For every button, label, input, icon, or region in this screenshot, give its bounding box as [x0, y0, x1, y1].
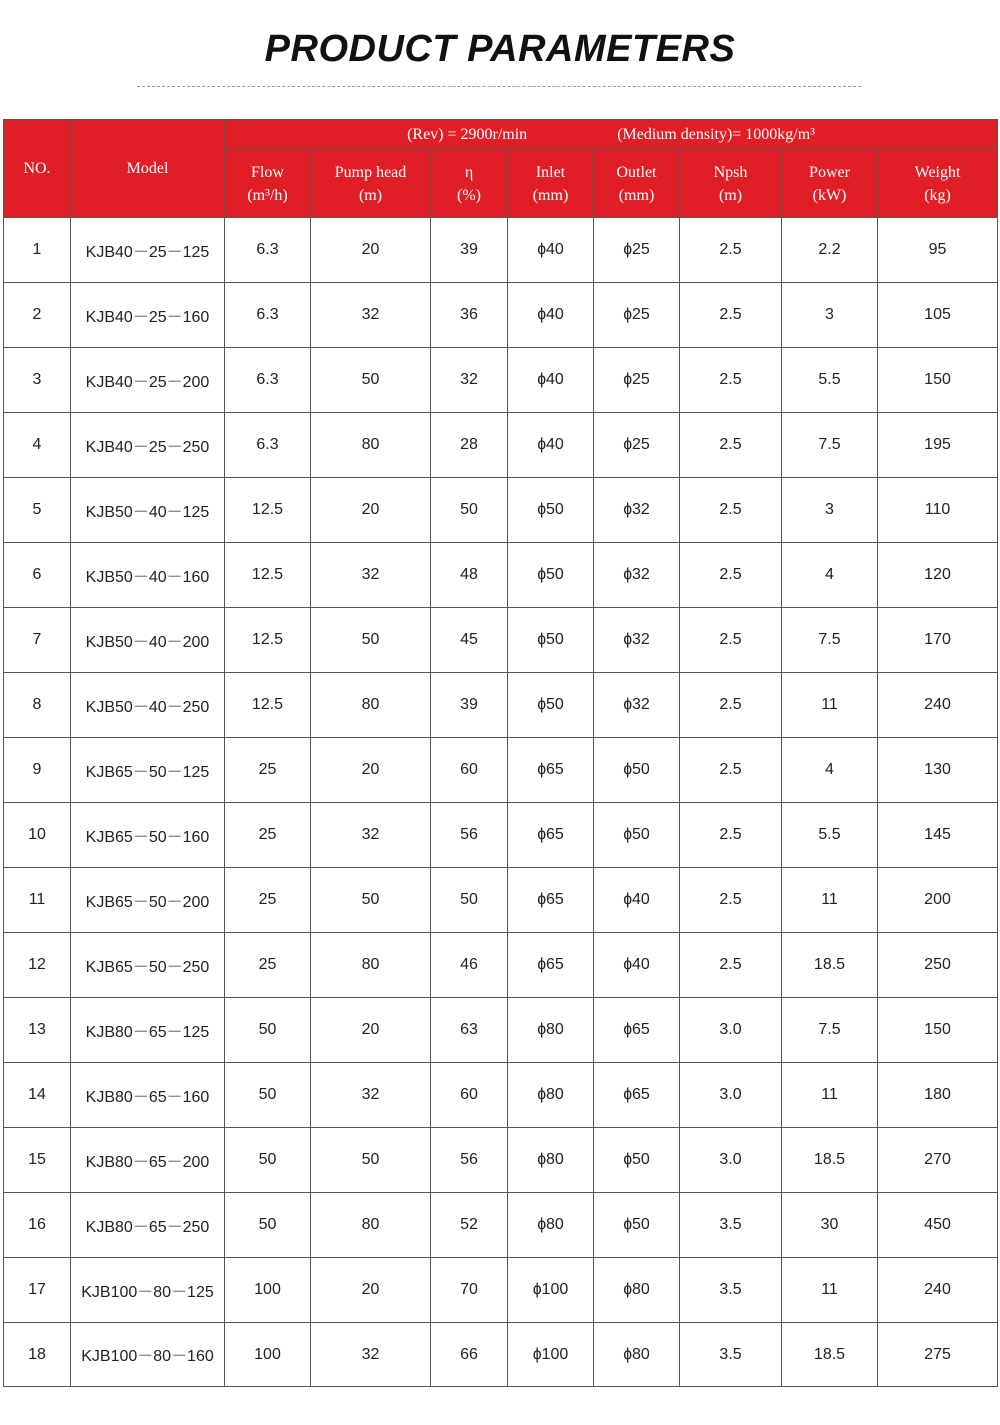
table-cell: 3	[782, 283, 878, 348]
table-cell: 12.5	[225, 673, 311, 738]
table-cell: 270	[878, 1128, 998, 1193]
title-divider	[137, 86, 861, 87]
table-cell: 2.5	[680, 868, 782, 933]
table-cell: ɸ32	[594, 543, 680, 608]
table-cell: ɸ40	[508, 348, 594, 413]
header-column	[680, 150, 782, 218]
column-unit: (m³/h)	[247, 186, 288, 204]
page-title: PRODUCT PARAMETERS	[264, 28, 736, 70]
table-cell: 450	[878, 1193, 998, 1258]
table-cell: KJB40－25－200	[71, 348, 225, 413]
table-cell: 30	[782, 1193, 878, 1258]
table-cell: 110	[878, 478, 998, 543]
table-cell: 32	[311, 543, 431, 608]
table-cell: 250	[878, 933, 998, 998]
header-column	[508, 150, 594, 218]
table-cell: 4	[782, 738, 878, 803]
table-cell: 240	[878, 673, 998, 738]
table-cell: 56	[431, 803, 508, 868]
table-cell: 45	[431, 608, 508, 673]
table-cell: 25	[225, 803, 311, 868]
table-cell: 25	[225, 933, 311, 998]
table-cell: 7.5	[782, 413, 878, 478]
header-column	[594, 150, 680, 218]
table-cell: 11	[4, 868, 71, 933]
table-cell: 14	[4, 1063, 71, 1128]
table-cell: 5.5	[782, 348, 878, 413]
table-row	[4, 218, 998, 283]
table-cell: ɸ40	[594, 868, 680, 933]
table-cell: 170	[878, 608, 998, 673]
table-cell: KJB80－65－200	[71, 1128, 225, 1193]
table-row	[4, 1193, 998, 1258]
table-row	[4, 413, 998, 478]
table-cell: 1	[4, 218, 71, 283]
table-cell: KJB65－50－125	[71, 738, 225, 803]
column-unit: (kW)	[812, 186, 847, 204]
table-cell: KJB40－25－125	[71, 218, 225, 283]
table-cell: 12.5	[225, 608, 311, 673]
table-cell: ɸ32	[594, 608, 680, 673]
table-cell: KJB65－50－160	[71, 803, 225, 868]
table-cell: 4	[782, 543, 878, 608]
table-cell: ɸ80	[508, 998, 594, 1063]
table-cell: 5.5	[782, 803, 878, 868]
table-cell: 200	[878, 868, 998, 933]
table-cell: 60	[431, 738, 508, 803]
column-name: Inlet	[535, 163, 566, 181]
table-cell: 18	[4, 1323, 71, 1387]
column-unit: (m)	[358, 186, 383, 204]
column-name: Outlet	[616, 163, 657, 181]
table-cell: 7	[4, 608, 71, 673]
table-cell: KJB80－65－125	[71, 998, 225, 1063]
table-cell: ɸ80	[508, 1193, 594, 1258]
table-row	[4, 283, 998, 348]
table-cell: 80	[311, 673, 431, 738]
table-cell: 32	[311, 803, 431, 868]
table-cell: 60	[431, 1063, 508, 1128]
table-cell: ɸ80	[508, 1128, 594, 1193]
table-cell: ɸ40	[594, 933, 680, 998]
density-condition: (Medium density)= 1000kg/m³	[617, 125, 815, 143]
table-cell: KJB65－50－250	[71, 933, 225, 998]
table-cell: 6.3	[225, 283, 311, 348]
table-cell: 145	[878, 803, 998, 868]
table-cell: 2.5	[680, 803, 782, 868]
table-cell: 3.5	[680, 1258, 782, 1323]
table-cell: 2	[4, 283, 71, 348]
table-cell: 32	[311, 283, 431, 348]
table-cell: 80	[311, 933, 431, 998]
table-cell: 20	[311, 218, 431, 283]
table-cell: 7.5	[782, 998, 878, 1063]
table-cell: 32	[311, 1063, 431, 1128]
table-body	[4, 218, 998, 1387]
table-cell: 11	[782, 1063, 878, 1128]
table-cell: 20	[311, 1258, 431, 1323]
table-cell: ɸ50	[508, 608, 594, 673]
table-cell: ɸ40	[508, 218, 594, 283]
table-cell: 2.5	[680, 283, 782, 348]
table-cell: KJB100－80－160	[71, 1323, 225, 1387]
table-cell: 39	[431, 673, 508, 738]
table-cell: ɸ100	[508, 1323, 594, 1387]
table-row	[4, 1128, 998, 1193]
table-cell: 3.5	[680, 1323, 782, 1387]
header-conditions	[225, 120, 998, 150]
table-cell: 50	[311, 348, 431, 413]
table-cell: 70	[431, 1258, 508, 1323]
table-row	[4, 1258, 998, 1323]
table-cell: KJB50－40－160	[71, 543, 225, 608]
table-cell: ɸ65	[594, 1063, 680, 1128]
table-cell: 50	[311, 1128, 431, 1193]
header-no: NO.	[4, 120, 71, 218]
table-cell: KJB40－25－160	[71, 283, 225, 348]
table-cell: 36	[431, 283, 508, 348]
table-cell: 20	[311, 738, 431, 803]
table-cell: 18.5	[782, 933, 878, 998]
table-cell: 32	[431, 348, 508, 413]
column-name: Weight	[914, 163, 961, 181]
table-cell: 100	[225, 1258, 311, 1323]
table-cell: ɸ50	[594, 738, 680, 803]
table-row	[4, 673, 998, 738]
table-cell: 63	[431, 998, 508, 1063]
column-name: Power	[809, 163, 850, 181]
rev-condition: (Rev) = 2900r/min	[407, 125, 528, 143]
table-cell: 9	[4, 738, 71, 803]
header-model: Model	[71, 120, 225, 218]
table-cell: 80	[311, 1193, 431, 1258]
table-row	[4, 608, 998, 673]
table-cell: 150	[878, 998, 998, 1063]
table-cell: ɸ50	[594, 1128, 680, 1193]
table-cell: 2.5	[680, 348, 782, 413]
table-cell: 28	[431, 413, 508, 478]
table-cell: 3.0	[680, 1128, 782, 1193]
table-cell: 18.5	[782, 1128, 878, 1193]
table-cell: 150	[878, 348, 998, 413]
table-cell: ɸ80	[508, 1063, 594, 1128]
header-column	[431, 150, 508, 218]
table-cell: 16	[4, 1193, 71, 1258]
table-cell: KJB65－50－200	[71, 868, 225, 933]
table-cell: 12.5	[225, 543, 311, 608]
table-cell: 6.3	[225, 218, 311, 283]
table-cell: 7.5	[782, 608, 878, 673]
table-cell: 195	[878, 413, 998, 478]
table-cell: 80	[311, 413, 431, 478]
table-cell: 12	[4, 933, 71, 998]
table-cell: 13	[4, 998, 71, 1063]
header-column	[311, 150, 431, 218]
table-cell: 180	[878, 1063, 998, 1128]
table-cell: KJB50－40－200	[71, 608, 225, 673]
table-cell: 32	[311, 1323, 431, 1387]
table-cell: 2.5	[680, 478, 782, 543]
column-name: Pump head	[334, 163, 407, 181]
table-cell: 3	[782, 478, 878, 543]
table-cell: 240	[878, 1258, 998, 1323]
column-unit: (mm)	[532, 186, 569, 204]
table-row	[4, 933, 998, 998]
table-row	[4, 1323, 998, 1387]
table-row	[4, 998, 998, 1063]
table-cell: 12.5	[225, 478, 311, 543]
table-cell: KJB50－40－125	[71, 478, 225, 543]
table-cell: ɸ65	[594, 998, 680, 1063]
table-cell: KJB40－25－250	[71, 413, 225, 478]
table-cell: KJB50－40－250	[71, 673, 225, 738]
parameters-table	[3, 119, 998, 1387]
table-cell: ɸ32	[594, 478, 680, 543]
table-cell: 20	[311, 998, 431, 1063]
table-cell: 50	[225, 1063, 311, 1128]
table-cell: 3.0	[680, 998, 782, 1063]
table-cell: 275	[878, 1323, 998, 1387]
table-cell: 3	[4, 348, 71, 413]
table-cell: 20	[311, 478, 431, 543]
table-cell: ɸ65	[508, 738, 594, 803]
table-cell: ɸ25	[594, 348, 680, 413]
table-cell: 2.5	[680, 673, 782, 738]
table-cell: 66	[431, 1323, 508, 1387]
table-cell: 130	[878, 738, 998, 803]
table-cell: 6	[4, 543, 71, 608]
table-cell: 4	[4, 413, 71, 478]
table-cell: 120	[878, 543, 998, 608]
table-row	[4, 348, 998, 413]
table-cell: 6.3	[225, 413, 311, 478]
table-cell: ɸ25	[594, 413, 680, 478]
column-unit: (kg)	[924, 186, 951, 204]
table-cell: 2.5	[680, 933, 782, 998]
table-cell: KJB80－65－160	[71, 1063, 225, 1128]
table-cell: 2.2	[782, 218, 878, 283]
table-cell: ɸ40	[508, 413, 594, 478]
table-cell: ɸ50	[594, 803, 680, 868]
table-cell: 95	[878, 218, 998, 283]
table-cell: 3.5	[680, 1193, 782, 1258]
table-cell: ɸ40	[508, 283, 594, 348]
table-cell: ɸ50	[508, 673, 594, 738]
table-cell: 39	[431, 218, 508, 283]
table-cell: 18.5	[782, 1323, 878, 1387]
table-row	[4, 543, 998, 608]
table-cell: 50	[225, 998, 311, 1063]
table-header	[4, 120, 998, 218]
table-cell: ɸ65	[508, 933, 594, 998]
header-column	[878, 150, 998, 218]
table-cell: ɸ25	[594, 283, 680, 348]
table-row	[4, 738, 998, 803]
table-cell: ɸ25	[594, 218, 680, 283]
table-cell: 11	[782, 673, 878, 738]
table-cell: 25	[225, 738, 311, 803]
table-cell: 105	[878, 283, 998, 348]
table-cell: 50	[431, 478, 508, 543]
column-name: Npsh	[713, 163, 748, 181]
table-cell: 48	[431, 543, 508, 608]
table-cell: ɸ50	[508, 543, 594, 608]
table-cell: 100	[225, 1323, 311, 1387]
table-row	[4, 1063, 998, 1128]
table-cell: 50	[431, 868, 508, 933]
table-cell: 50	[311, 608, 431, 673]
table-cell: ɸ80	[594, 1323, 680, 1387]
table-cell: 11	[782, 868, 878, 933]
table-cell: 52	[431, 1193, 508, 1258]
header-column	[782, 150, 878, 218]
table-cell: ɸ65	[508, 803, 594, 868]
table-cell: ɸ50	[594, 1193, 680, 1258]
table-cell: 46	[431, 933, 508, 998]
table-cell: 8	[4, 673, 71, 738]
table-cell: 6.3	[225, 348, 311, 413]
table-cell: 50	[225, 1193, 311, 1258]
table-cell: ɸ65	[508, 868, 594, 933]
table-cell: 2.5	[680, 413, 782, 478]
table-cell: 50	[311, 868, 431, 933]
table-row	[4, 868, 998, 933]
column-name: Flow	[251, 163, 284, 181]
table-cell: ɸ80	[594, 1258, 680, 1323]
table-cell: ɸ100	[508, 1258, 594, 1323]
table-cell: KJB80－65－250	[71, 1193, 225, 1258]
table-cell: 17	[4, 1258, 71, 1323]
table-cell: 5	[4, 478, 71, 543]
table-cell: 56	[431, 1128, 508, 1193]
header-column	[225, 150, 311, 218]
table-cell: KJB100－80－125	[71, 1258, 225, 1323]
table-cell: 2.5	[680, 738, 782, 803]
column-unit: (m)	[718, 186, 743, 204]
table-cell: 2.5	[680, 218, 782, 283]
table-cell: 10	[4, 803, 71, 868]
column-name: η	[464, 163, 474, 181]
table-cell: ɸ32	[594, 673, 680, 738]
table-cell: 2.5	[680, 543, 782, 608]
table-cell: 50	[225, 1128, 311, 1193]
table-cell: 2.5	[680, 608, 782, 673]
table-row	[4, 478, 998, 543]
column-unit: (mm)	[618, 186, 655, 204]
column-unit: (%)	[457, 186, 481, 204]
table-cell: 3.0	[680, 1063, 782, 1128]
table-cell: ɸ50	[508, 478, 594, 543]
table-row	[4, 803, 998, 868]
table-cell: 25	[225, 868, 311, 933]
table-cell: 11	[782, 1258, 878, 1323]
table-cell: 15	[4, 1128, 71, 1193]
